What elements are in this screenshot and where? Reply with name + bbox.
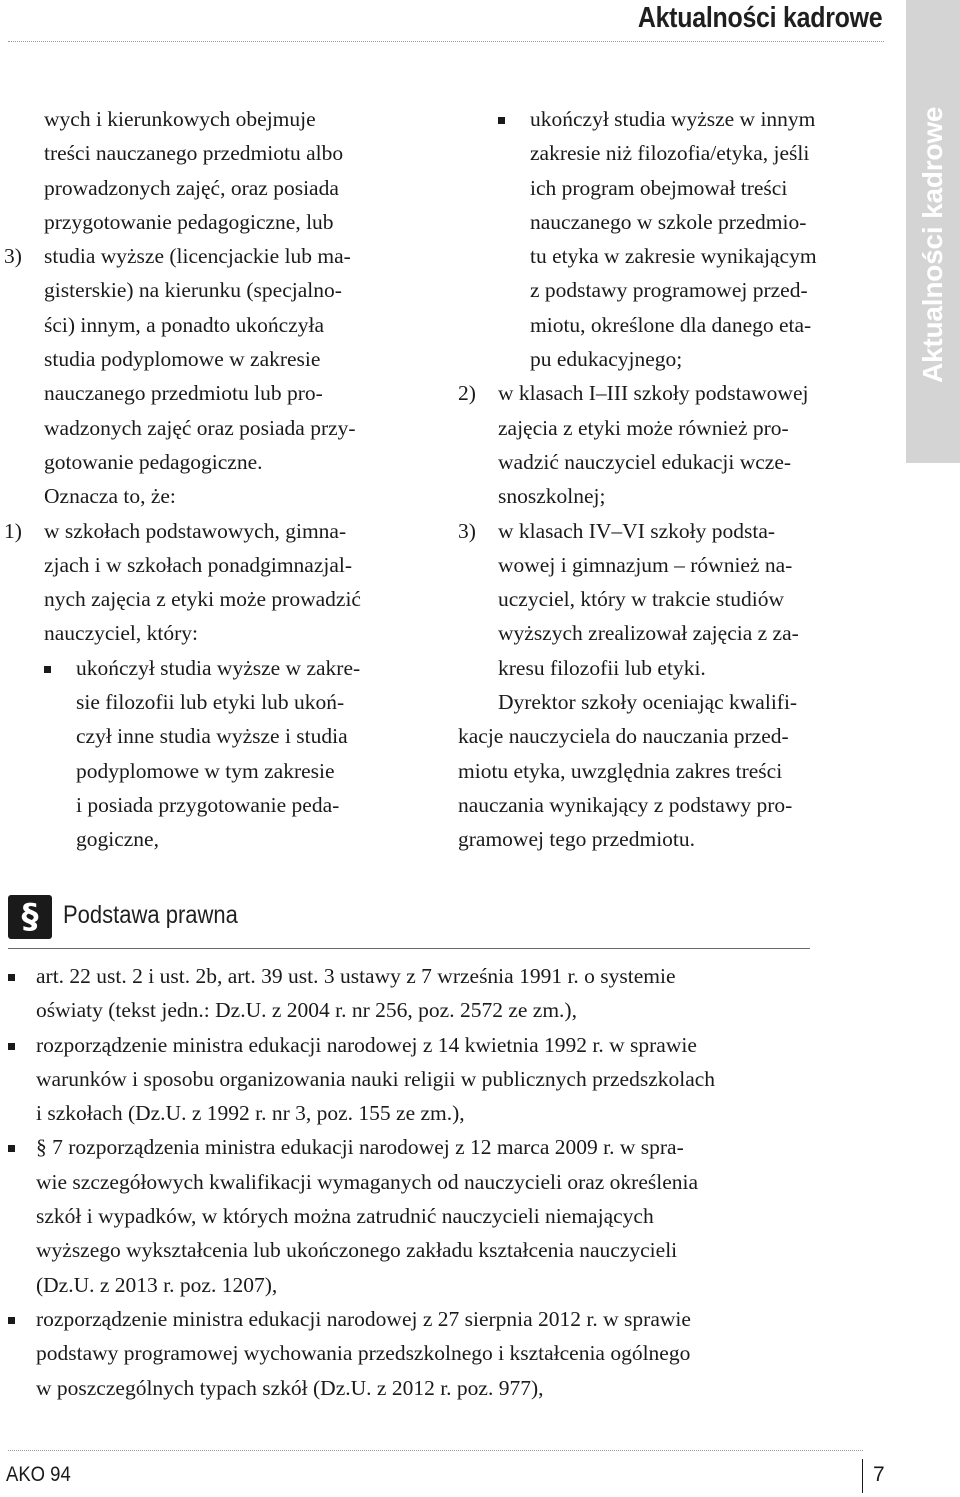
text-line: art. 22 ust. 2 i ust. 2b, art. 39 ust. 3 ustawy z 7 września 1991 r. o systemie — [36, 964, 676, 988]
text-line: tu etyka w zakresie wynikającym — [530, 244, 817, 269]
section-sign-icon: § — [8, 895, 52, 939]
text-line: uczyciel, który w trakcie studiów — [498, 587, 784, 612]
text-line: ich program obejmował treści — [530, 175, 788, 200]
text-line: z podstawy programowej przed- — [530, 278, 808, 303]
text-line: oświaty (tekst jedn.: Dz.U. z 2004 r. nr 256, poz. 2572 ze zm.), — [36, 998, 577, 1023]
text-line: kresu filozofii lub etyki. — [498, 655, 706, 680]
text-line: pu edukacyjnego; — [530, 347, 683, 372]
text-line: i posiada przygotowanie peda- — [76, 792, 340, 817]
text-line: gotowanie pedagogiczne. — [44, 449, 263, 474]
bullet-icon — [8, 1043, 15, 1050]
text-line: ukończył studia wyższe w innym — [530, 107, 816, 131]
text-line: rozporządzenie ministra edukacji narodowej z 27 sierpnia 2012 r. w sprawie — [36, 1306, 691, 1331]
text-line: w klasach I–III szkoły podstawowej — [498, 381, 809, 406]
bullet-icon — [498, 117, 505, 124]
text-line: warunków i sposobu organizowania nauki religii w publicznych przedszkolach — [36, 1066, 716, 1091]
text-line: nauczanego przedmiotu lub pro- — [44, 381, 323, 406]
text-line: wie szczegółowych kwalifikacji wymaganych od nauczycieli oraz określenia — [36, 1169, 699, 1194]
text-line: gramowej tego przedmiotu. — [458, 827, 696, 852]
text-line: nauczyciel, który: — [44, 621, 199, 646]
text-line: zakresie niż filozofia/etyka, jeśli — [530, 141, 810, 166]
text-line: zjach i w szkołach ponadgimnazjal- — [44, 552, 353, 577]
text-line: ści) innym, a ponadto ukończyła — [44, 312, 325, 337]
text-line: gogiczne, — [76, 827, 159, 852]
text-line: nych zajęcia z etyki może prowadzić — [44, 587, 361, 612]
text-line: snoszkolnej; — [498, 484, 606, 509]
text-line: wadzonych zajęć oraz posiada przy- — [44, 415, 356, 440]
text-line: wyższych zrealizował zajęcia z za- — [498, 621, 799, 646]
side-section-tab-label: Aktualności kadrowe — [917, 106, 948, 383]
text-line: wadzić nauczyciel edukacji wcze- — [498, 449, 792, 474]
right-column — [458, 102, 884, 857]
text-line: rozporządzenie ministra edukacji narodowej z 14 kwietnia 1992 r. w sprawie — [36, 1032, 697, 1057]
text-line: podstawy programowej wychowania przedszkolnego i kształcenia ogólnego — [36, 1341, 691, 1366]
text-line: ukończył studia wyższe w zakre- — [76, 655, 361, 680]
text-line: w klasach IV–VI szkoły podsta- — [498, 518, 776, 543]
text-line: kacje nauczyciela do nauczania przed- — [458, 724, 789, 749]
bullet-icon — [8, 1145, 15, 1152]
text-line: § 7 rozporządzenia ministra edukacji narodowej z 12 marca 2009 r. w spra- — [36, 1135, 684, 1160]
legal-basis-divider — [8, 948, 810, 949]
legal-basis-title: Podstawa prawna — [63, 901, 238, 929]
left-column — [4, 102, 436, 857]
text-line: nauczania wynikający z podstawy pro- — [458, 792, 793, 817]
text-line: wyższego wykształcenia lub ukończonego zakładu kształcenia nauczycieli — [36, 1238, 678, 1263]
text-line: przygotowanie pedagogiczne, lub — [44, 209, 334, 234]
text-line: wowej i gimnazjum – również na- — [498, 552, 793, 577]
text-line: zajęcia z etyki może również pro- — [498, 415, 789, 440]
text-line: prowadzonych zajęć, oraz posiada — [44, 175, 339, 200]
bullet-icon — [8, 974, 15, 981]
text-line: gisterskie) na kierunku (specjalno- — [44, 278, 342, 303]
list-number: 2) — [458, 381, 476, 406]
text-line: studia podyplomowe w zakresie — [44, 347, 321, 372]
text-line: miotu etyka, uwzględnia zakres treści — [458, 758, 783, 783]
bullet-icon — [8, 1317, 15, 1324]
text-line: (Dz.U. z 2013 r. poz. 1207), — [36, 1272, 278, 1297]
legal-basis-list — [4, 959, 884, 1405]
text-line: i szkołach (Dz.U. z 1992 r. nr 3, poz. 155 ze zm.), — [36, 1101, 465, 1126]
text-line: nauczanego w szkole przedmio- — [530, 209, 807, 234]
text-line: podyplomowe w tym zakresie — [76, 758, 335, 783]
text-line: sie filozofii lub etyki lub ukoń- — [76, 690, 345, 715]
header-divider — [8, 41, 884, 42]
text-line: Dyrektor szkoły oceniając kwalifi- — [498, 690, 798, 715]
text-line: szkół i wypadków, w których można zatrudnić nauczycieli niemających — [36, 1204, 654, 1229]
list-number: 1) — [4, 518, 22, 543]
page-number: 7 — [873, 1463, 885, 1486]
text-line: miotu, określone dla danego eta- — [530, 312, 812, 337]
issue-label: AKO 94 — [6, 1463, 71, 1486]
text-line: studia wyższe (licencjackie lub ma- — [44, 244, 351, 269]
text-line: czył inne studia wyższe i studia — [76, 724, 348, 749]
list-number: 3) — [458, 518, 476, 543]
page-number-separator — [862, 1459, 863, 1493]
footer-divider — [8, 1450, 863, 1451]
text-line: treści nauczanego przedmiotu albo — [44, 141, 344, 166]
side-section-tab — [906, 0, 960, 463]
text-line: wych i kierunkowych obejmuje — [44, 107, 316, 131]
bullet-icon — [44, 666, 51, 673]
text-line: w szkołach podstawowych, gimna- — [44, 518, 347, 543]
text-line: w poszczególnych typach szkół (Dz.U. z 2012 r. poz. 977), — [36, 1375, 544, 1400]
list-number: 3) — [4, 244, 22, 269]
page-header-title: Aktualności kadrowe — [637, 2, 882, 34]
text-line: Oznacza to, że: — [44, 484, 176, 509]
